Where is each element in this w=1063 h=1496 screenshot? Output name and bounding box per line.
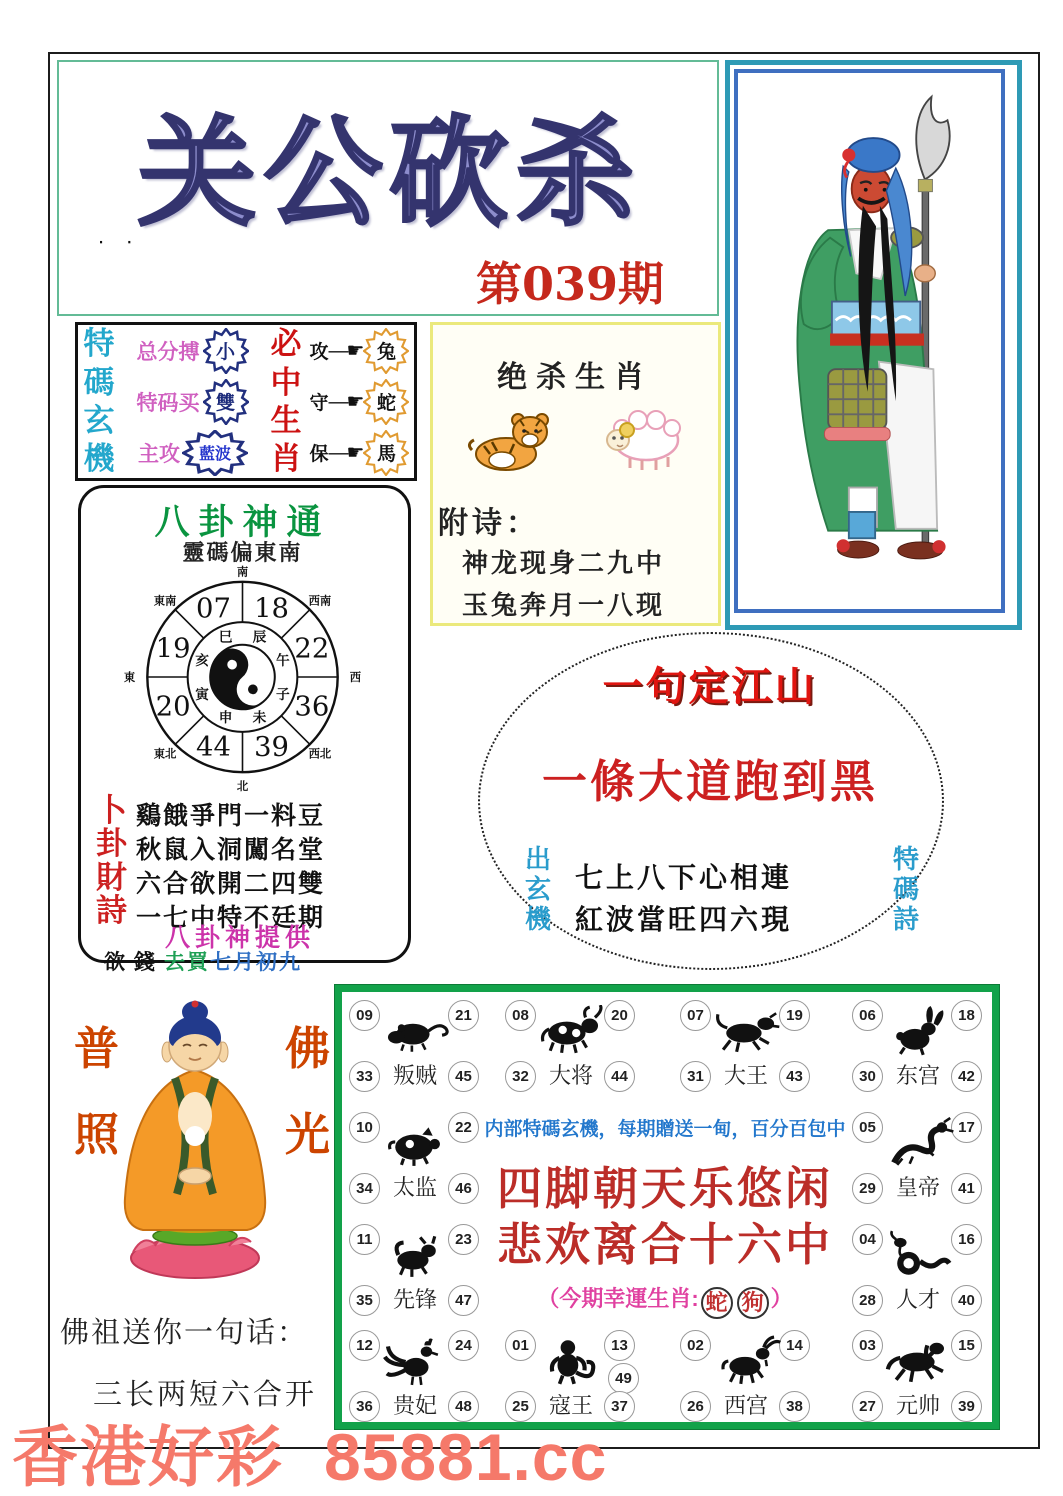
special-code-box — [75, 322, 417, 481]
goat-icon — [708, 1335, 784, 1387]
title-dots: ∙ ∙ — [98, 228, 141, 253]
zodiac-cell-tiger: 07 19 31 大王 43 — [680, 1000, 812, 1092]
issue-number: 第039期 — [475, 257, 665, 311]
oval-poem-line: 七上八下心相連 — [575, 862, 793, 893]
bagua-title: 八卦神通 — [154, 503, 331, 542]
site-banner[interactable] — [12, 1404, 1052, 1496]
bagua-number: 20 — [155, 691, 191, 723]
buddha-char-pu: 普 — [74, 1023, 120, 1074]
svg-text:未: 未 — [252, 710, 267, 726]
seal-burst-icon: 藍波 — [182, 430, 248, 476]
svg-text:東南: 東南 — [153, 595, 177, 608]
svg-text:東北: 東北 — [153, 748, 177, 761]
bagua-number: 44 — [196, 732, 231, 764]
svg-text:巳: 巳 — [218, 629, 233, 645]
buddha-char-zhao: 照 — [74, 1109, 120, 1160]
zodiac-cell-dragon: 05 17 29 皇帝 41 — [852, 1112, 984, 1204]
pointing-hand-icon: —☛ — [328, 391, 363, 413]
brand-name: 香港好彩 — [12, 1420, 284, 1494]
divination-line: 六合欲開二四雙 — [136, 870, 326, 898]
pointing-hand-icon: —☛ — [328, 442, 363, 464]
bagua-number: 39 — [254, 732, 289, 764]
ox-icon — [533, 1005, 609, 1057]
zodiac-cell-rat: 09 21 33 叛贼 45 — [349, 1000, 481, 1092]
pointing-hand-icon: —☛ — [328, 340, 363, 362]
zodiac-cell-rabbit: 06 18 30 东宫 42 — [852, 1000, 984, 1092]
bagua-number: 19 — [155, 633, 191, 665]
special-buy-row: 特码买 雙 — [137, 379, 250, 425]
attack-zodiac-row: 攻 —☛ 兔 — [310, 328, 411, 374]
zodiac-cell-pig: 10 22 34 太监 46 — [349, 1112, 481, 1204]
provider-line: 八卦神提供 — [164, 924, 315, 952]
oval-title: 一句定江山 — [602, 665, 818, 709]
rabbit-icon — [880, 1005, 956, 1057]
svg-text:子: 子 — [275, 686, 290, 702]
svg-text:西北: 西北 — [308, 748, 332, 761]
dragon-icon — [880, 1117, 956, 1169]
guan-gong-illustration — [738, 73, 1001, 609]
inner-note: 内部特碼玄機，每期贈送一甸，百分百包中 — [484, 1119, 846, 1140]
tiger-icon — [708, 1005, 784, 1057]
zodiac-cell-ox: 08 20 32 大将 44 — [505, 1000, 637, 1092]
dog-icon — [377, 1229, 453, 1281]
lucky-zodiac-line: （今期幸運生肖: 蛇 狗 ） — [470, 1282, 860, 1319]
divination-line: 鷄餓爭門一料豆 — [136, 802, 326, 830]
lucky-zodiac-snake: 蛇 — [701, 1287, 733, 1319]
oval-poem-line: 紅波當旺四六現 — [575, 904, 793, 935]
svg-text:西南: 西南 — [308, 595, 332, 608]
bagua-wheel — [80, 556, 405, 798]
tiger-cartoon-icon — [462, 400, 562, 478]
guard-zodiac-row: 守 —☛ 蛇 — [310, 379, 411, 425]
bagua-number: 36 — [294, 691, 330, 723]
pig-icon — [377, 1117, 453, 1169]
snake-icon — [880, 1229, 956, 1281]
page-title: 关公砍杀 — [137, 108, 642, 240]
divination-poem-label: 卜 卦 財 詩 — [96, 793, 127, 929]
horse-icon — [880, 1335, 956, 1387]
divination-line: 秋鼠入洞闖名堂 — [136, 836, 326, 864]
special-code-title: 特 碼 玄 機 — [83, 326, 115, 477]
total-bet-row: 总分搏 小 — [137, 328, 250, 374]
kill-zodiac-title: 绝杀生肖 — [497, 361, 653, 394]
svg-text:寅: 寅 — [195, 686, 210, 702]
red-hint-line: 悲欢离合十六中 — [496, 1218, 833, 1271]
divination-line: 一七中特不廷期 — [136, 904, 326, 932]
zodiac-cell-dog: 11 23 35 先锋 47 — [349, 1224, 481, 1316]
buddha-message: 三长两短六合开 — [92, 1379, 317, 1411]
red-hint-line: 四脚朝天乐悠闲 — [496, 1162, 833, 1215]
bagua-subtitle: 靈碼偏東南 — [182, 540, 303, 565]
guan-gong-frame — [725, 60, 1022, 630]
buddha-char-fo: 佛 — [285, 1023, 331, 1074]
seal-burst-icon: 小 — [202, 328, 250, 374]
zodiac-cell-monkey: 01 13 49 25 寇王 37 — [505, 1330, 637, 1422]
guan-gong-inner-frame — [734, 69, 1005, 613]
site-url[interactable]: 85881.cc — [324, 1420, 608, 1494]
oval-right-label: 特 碼 詩 — [893, 844, 920, 934]
zodiac-cell-rooster: 12 24 36 贵妃 48 — [349, 1330, 481, 1422]
svg-text:北: 北 — [236, 780, 249, 793]
svg-text:申: 申 — [218, 710, 233, 726]
svg-text:亥: 亥 — [195, 652, 210, 668]
zodiac-cell-horse: 03 15 27 元帅 39 — [852, 1330, 984, 1422]
svg-text:南: 南 — [236, 566, 249, 579]
seal-burst-icon: 馬 — [362, 430, 410, 476]
poem-line: 玉兔奔月一八现 — [462, 590, 666, 620]
bagua-number: 07 — [196, 593, 231, 625]
svg-text:西: 西 — [349, 672, 362, 685]
money-hint-line: 欲錢去買七月初九 — [104, 951, 302, 974]
rat-icon — [377, 1005, 453, 1057]
keep-zodiac-row: 保 —☛ 馬 — [310, 430, 411, 476]
bagua-number: 22 — [294, 633, 330, 665]
attached-poem-label: 附诗： — [438, 507, 540, 540]
lucky-zodiac-dog: 狗 — [737, 1287, 769, 1319]
svg-text:午: 午 — [275, 652, 290, 668]
zodiac-cell-goat: 02 14 26 西宫 38 — [680, 1330, 812, 1422]
must-hit-title: 必 中 生 肖 — [270, 326, 302, 477]
svg-text:辰: 辰 — [252, 629, 267, 645]
main-attack-row: 主攻 藍波 — [138, 430, 248, 476]
monkey-icon — [533, 1335, 609, 1387]
buddha-illustration — [75, 990, 315, 1300]
sheep-cartoon-icon — [592, 402, 692, 476]
oval-main-line: 一條大道跑到黑 — [541, 755, 878, 808]
poem-line: 神龙现身二九中 — [462, 548, 666, 578]
svg-text:東: 東 — [123, 672, 136, 685]
rooster-icon — [377, 1335, 453, 1387]
seal-burst-icon: 蛇 — [362, 379, 410, 425]
buddha-message-label: 佛祖送你一句话： — [60, 1317, 309, 1349]
seal-burst-icon: 雙 — [202, 379, 250, 425]
oval-left-label: 出 玄 機 — [525, 844, 552, 934]
buddha-char-guang: 光 — [285, 1109, 331, 1160]
seal-burst-icon: 兔 — [362, 328, 410, 374]
bagua-number: 18 — [254, 593, 289, 625]
zodiac-cell-snake: 04 16 28 人才 40 — [852, 1224, 984, 1316]
